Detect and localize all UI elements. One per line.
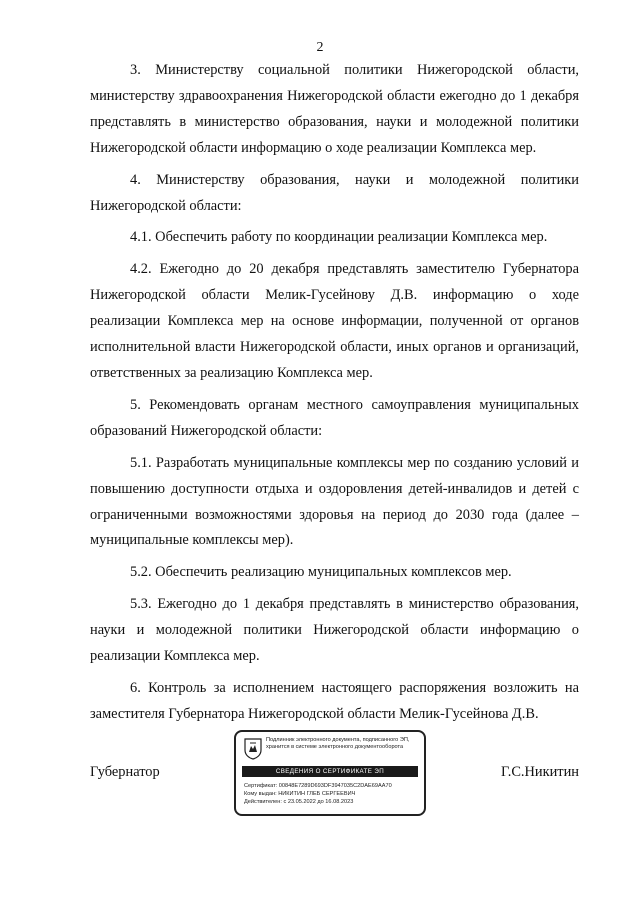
certificate-validity: Действителен: с 23.05.2022 до 16.08.2023 <box>244 799 354 805</box>
paragraph-6: 6. Контроль за исполнением настоящего распоряжения возложить на заместителя Губернатора Нижегородской области Мелик-Гусейнова Д.В. <box>90 679 579 722</box>
paragraph-4-1: 4.1. Обеспечить работу по координации реализации Комплекса мер. <box>130 229 548 246</box>
certificate-owner: Кому выдан: НИКИТИН ГЛЕБ СЕРГЕЕВИЧ <box>244 791 356 797</box>
signatory-name: Г.С.Никитин <box>501 764 579 780</box>
signature-block <box>90 737 579 842</box>
paragraph-4: 4. Министерству образования, науки и молодежной политики Нижегородской области: <box>90 171 579 214</box>
signatory-position: Губернатор <box>90 764 160 780</box>
certificate-details <box>244 782 420 806</box>
paragraph-5-2: 5.2. Обеспечить реализацию муниципальных комплексов мер. <box>130 564 512 581</box>
coat-of-arms-icon <box>244 738 262 760</box>
certificate-number: Сертификат: 00848E7289D693DF3947035C2DAE69AA70 <box>244 783 392 789</box>
electronic-signature-stamp <box>234 730 426 816</box>
paragraph-5: 5. Рекомендовать органам местного самоуправления муниципальных образований Нижегородской области: <box>90 396 579 439</box>
stamp-note: Подлинник электронного документа, подписанного ЭП, хранится в системе электронного документооборота <box>266 737 410 750</box>
paragraph-5-1: 5.1. Разработать муниципальные комплексы мер по созданию условий и повышению доступности отдыха и оздоровления детей-инвалидов и детей с ограниченными возможностями здоровья на период до 2030 года (далее – муниципальные комплексы мер). <box>90 454 579 549</box>
page-number: 2 <box>316 40 324 55</box>
stamp-title: СВЕДЕНИЯ О СЕРТИФИКАТЕ ЭП <box>242 766 418 777</box>
paragraph-4-2: 4.2. Ежегодно до 20 декабря представлять заместителю Губернатора Нижегородской области Мелик-Гусейнову Д.В. информацию о ходе реализации Комплекса мер на основе информации, полученной от органов исполнительной власти Нижегородской области, иных органов и организаций, ответственных за реализацию Комплекса мер. <box>90 261 579 381</box>
paragraph-3: 3. Министерству социальной политики Нижегородской области, министерству здравоохранения Нижегородской области ежегодно до 1 декабря представлять в министерство образования, науки и молодежной политики Нижегородской области информацию о ходе реализации Комплекса мер. <box>90 62 579 156</box>
paragraph-5-3: 5.3. Ежегодно до 1 декабря представлять в министерство образования, науки и молодежной политики Нижегородской области информацию о реализации Комплекса мер. <box>90 596 579 665</box>
document-body <box>90 58 579 734</box>
